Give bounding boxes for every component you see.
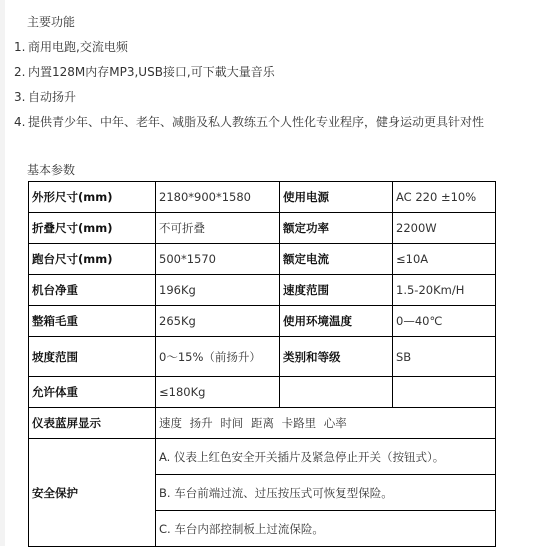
display-items — [156, 408, 496, 439]
spec-value: 0～15%（前扬升） — [156, 337, 280, 377]
spec-value: 196Kg — [156, 275, 280, 306]
feature-number: 1. — [14, 40, 26, 54]
spec-value: AC 220 ±10% — [393, 182, 496, 213]
spec-value: 500*1570 — [156, 244, 280, 275]
spec-label: 额定电流 — [280, 244, 393, 275]
table-row — [29, 337, 496, 377]
feature-item — [14, 113, 484, 130]
feature-text: 内置128M内存MP3,USB接口,可下載大量音乐 — [28, 65, 275, 79]
spec-label: 安全保护 — [29, 439, 156, 547]
spec-value: 不可折叠 — [156, 213, 280, 244]
safety-item: A. 仪表上红色安全开关插片及紧急停止开关（按钮式）。 — [156, 439, 496, 475]
spec-label — [280, 377, 393, 408]
spec-label: 外形尺寸(mm) — [29, 182, 156, 213]
spec-label: 速度范围 — [280, 275, 393, 306]
feature-number: 2. — [14, 65, 26, 79]
feature-number: 4. — [14, 115, 26, 129]
table-row — [29, 244, 496, 275]
safety-item: B. 车台前端过流、过压按压式可恢复型保险。 — [156, 475, 496, 511]
feature-item — [14, 88, 76, 105]
spec-value: 2200W — [393, 213, 496, 244]
table-row — [29, 408, 496, 439]
spec-label: 使用电源 — [280, 182, 393, 213]
spec-label: 允许体重 — [29, 377, 156, 408]
feature-text: 自动扬升 — [28, 90, 77, 104]
spec-value: 1.5-20Km/H — [393, 275, 496, 306]
spec-value: ≤180Kg — [156, 377, 280, 408]
spec-value: 2180*900*1580 — [156, 182, 280, 213]
table-row — [29, 182, 496, 213]
feature-item — [14, 38, 128, 55]
feature-item — [14, 63, 275, 80]
table-row — [29, 213, 496, 244]
table-row — [29, 306, 496, 337]
spec-label: 仪表蓝屏显示 — [29, 408, 156, 439]
display-item: 扬升 — [189, 416, 213, 430]
spec-label: 坡度范围 — [29, 337, 156, 377]
safety-item: C. 车台内部控制板上过流保险。 — [156, 511, 496, 547]
display-item: 心率 — [323, 416, 347, 430]
table-row — [29, 275, 496, 306]
feature-number: 3. — [14, 90, 26, 104]
spec-value: 0—40℃ — [393, 306, 496, 337]
left-margin-bar — [0, 0, 5, 546]
display-item: 时间 — [220, 416, 244, 430]
feature-text: 提供青少年、中年、老年、减脂及私人教练五个人性化专业程序，健身运动更具针对性 — [28, 115, 485, 129]
spec-label: 折叠尺寸(mm) — [29, 213, 156, 244]
basic-params-title: 基本参数 — [27, 163, 76, 177]
display-item: 距离 — [250, 416, 274, 430]
spec-value — [393, 377, 496, 408]
display-item: 速度 — [159, 416, 182, 430]
table-row — [29, 377, 496, 408]
feature-text: 商用电跑,交流电频 — [28, 40, 128, 54]
spec-value: 265Kg — [156, 306, 280, 337]
spec-value: SB — [393, 337, 496, 377]
spec-label: 使用环境温度 — [280, 306, 393, 337]
display-item: 卡路里 — [281, 416, 317, 430]
spec-label: 整箱毛重 — [29, 306, 156, 337]
spec-label: 跑台尺寸(mm) — [29, 244, 156, 275]
spec-table — [28, 181, 496, 547]
table-row — [29, 439, 496, 475]
spec-value: ≤10A — [393, 244, 496, 275]
main-features-title: 主要功能 — [27, 15, 76, 29]
spec-label: 额定功率 — [280, 213, 393, 244]
spec-label: 类别和等级 — [280, 337, 393, 377]
spec-label: 机台净重 — [29, 275, 156, 306]
